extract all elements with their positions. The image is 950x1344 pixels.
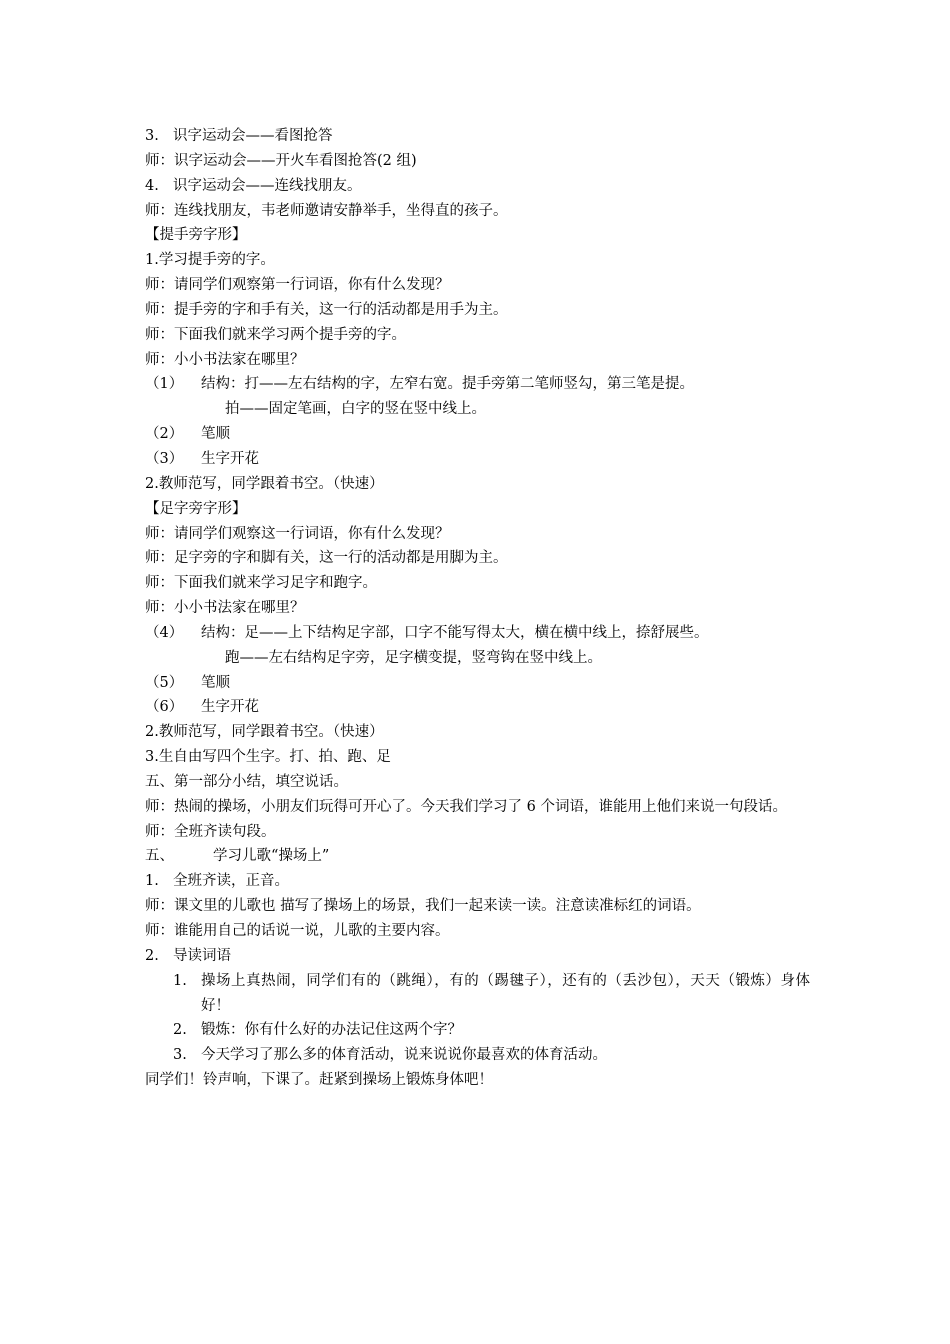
list-number: （6） <box>145 699 184 716</box>
list-text: 识字运动会——看图抢答 <box>173 128 333 144</box>
list-text: 笔顺 <box>201 426 230 443</box>
list-number: 1. <box>145 873 159 890</box>
list-number: 五、 <box>145 848 174 865</box>
paragraph: 师：连线找朋友，韦老师邀请安静举手，坐得直的孩子。 <box>145 202 508 219</box>
list-item <box>145 844 810 869</box>
paragraph: 五、第一部分小结，填空说话。 <box>145 773 348 790</box>
paragraph: 1.学习提手旁的字。 <box>145 252 275 269</box>
sub-list-item <box>145 969 810 1019</box>
paragraph-indented: 跑——左右结构足字旁，足字横变提，竖弯钩在竖中线上。 <box>225 649 602 666</box>
list-number: 1. <box>173 972 187 989</box>
list-item <box>145 422 810 447</box>
list-text: 今天学习了那么多的体育活动，说来说说你最喜欢的体育活动。 <box>201 1047 607 1064</box>
document-body <box>145 124 810 1093</box>
section-heading: 【足字旁字形】 <box>145 500 247 517</box>
paragraph: 师：下面我们就来学习足字和跑字。 <box>145 575 377 592</box>
list-text: 结构：打——左右结构的字，左窄右宽。提手旁第二笔师竖勾，第三笔是提。 <box>201 376 694 393</box>
list-item <box>145 447 810 472</box>
list-number: 3. <box>145 128 159 144</box>
list-number: （5） <box>145 674 184 691</box>
paragraph: 师：识字运动会——开火车看图抢答(2 组) <box>145 152 417 169</box>
list-text: 笔顺 <box>201 674 230 691</box>
list-text: 锻炼：你有什么好的办法记住这两个字？ <box>201 1022 462 1039</box>
list-number: （4） <box>145 624 184 641</box>
list-number: 2. <box>173 1022 187 1039</box>
list-number: （1） <box>145 376 184 393</box>
section-heading: 【提手旁字形】 <box>145 227 247 244</box>
paragraph: 师：课文里的儿歌也 描写了操场上的场景，我们一起来读一读。注意读准标红的词语。 <box>145 898 701 915</box>
paragraph: 师：热闹的操场，小朋友们玩得可开心了。今天我们学习了 6 个词语，谁能用上他们来说一句段话。 <box>145 798 787 815</box>
list-item <box>145 944 810 969</box>
list-text: 操场上真热闹，同学们有的（跳绳），有的（踢毽子），还有的（丢沙包），天天（锻炼）身体好！ <box>201 972 810 1014</box>
list-text: 结构：足——上下结构足字部，口字不能写得太大，横在横中线上，捺舒展些。 <box>201 624 709 641</box>
list-item <box>145 695 810 720</box>
list-number: （3） <box>145 450 184 467</box>
list-number: 2. <box>145 947 159 964</box>
list-text: 识字运动会——连线找朋友。 <box>173 177 362 194</box>
paragraph: 师：小小书法家在哪里？ <box>145 351 305 368</box>
paragraph: 3.生自由写四个生字。打、拍、跑、足 <box>145 749 391 766</box>
paragraph: 师：小小书法家在哪里？ <box>145 600 305 617</box>
paragraph: 师：请同学们观察第一行词语，你有什么发现？ <box>145 277 450 294</box>
list-text: 生字开花 <box>201 450 259 467</box>
paragraph: 师：请同学们观察这一行词语，你有什么发现？ <box>145 525 450 542</box>
paragraph-indented: 拍——固定笔画，白字的竖在竖中线上。 <box>225 401 486 418</box>
sub-list-item <box>145 1043 810 1068</box>
list-item <box>145 621 810 646</box>
list-text: 学习儿歌“操场上” <box>213 848 330 865</box>
list-item <box>145 124 810 149</box>
paragraph: 师：下面我们就来学习两个提手旁的字。 <box>145 326 406 343</box>
list-number: 3. <box>173 1047 187 1064</box>
list-text: 全班齐读，正音。 <box>173 873 289 890</box>
paragraph: 2.教师范写，同学跟着书空。（快速） <box>145 475 384 492</box>
list-item <box>145 174 810 199</box>
paragraph: 师：足字旁的字和脚有关，这一行的活动都是用脚为主。 <box>145 550 508 567</box>
paragraph: 师：全班齐读句段。 <box>145 823 276 840</box>
paragraph: 同学们！铃声响，下课了。赶紧到操场上锻炼身体吧！ <box>145 1072 493 1089</box>
list-number: （2） <box>145 426 184 443</box>
list-text: 生字开花 <box>201 699 259 716</box>
sub-list-item <box>145 1018 810 1043</box>
paragraph: 2.教师范写，同学跟着书空。（快速） <box>145 724 384 741</box>
list-item <box>145 869 810 894</box>
list-item <box>145 372 810 397</box>
paragraph: 师：谁能用自己的话说一说，儿歌的主要内容。 <box>145 923 450 939</box>
list-text: 导读词语 <box>173 947 231 964</box>
list-item <box>145 671 810 696</box>
paragraph: 师：提手旁的字和手有关，这一行的活动都是用手为主。 <box>145 301 508 318</box>
list-number: 4. <box>145 177 159 194</box>
